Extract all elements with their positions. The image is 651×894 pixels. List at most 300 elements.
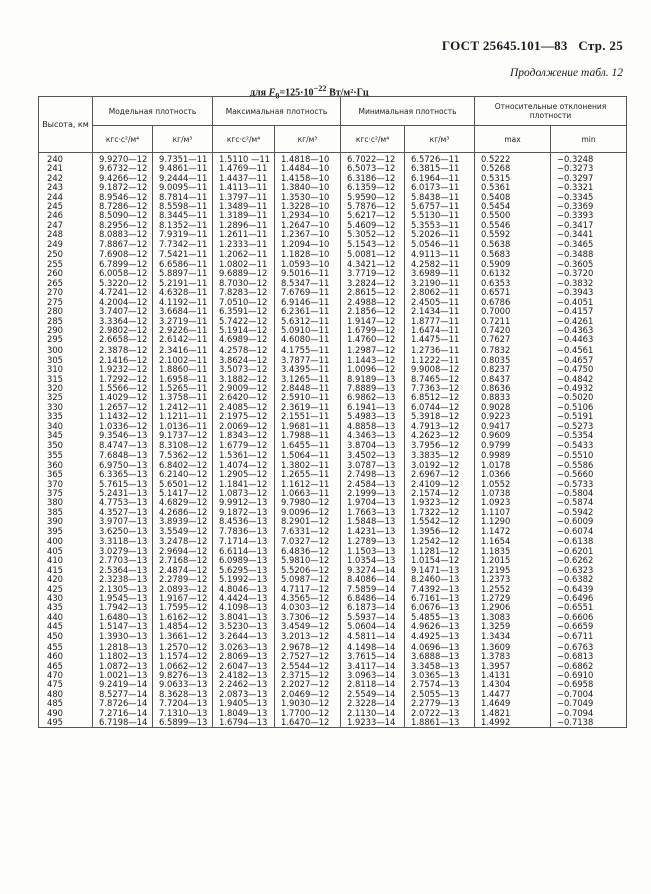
dev-max-cell: 0.5222 bbox=[475, 153, 551, 165]
dev-max-cell: 1.2906 bbox=[475, 603, 551, 612]
max-kgs-cell: 1.2611—11 bbox=[213, 230, 275, 239]
model-kg-cell: 9.7351—11 bbox=[153, 153, 213, 165]
model-kg-cell: 9.1737—12 bbox=[153, 431, 213, 440]
max-kgs-cell: 1.2905—12 bbox=[213, 470, 275, 479]
height-cell: 485 bbox=[39, 699, 93, 708]
min-kg-cell: 5.3553—11 bbox=[405, 221, 475, 230]
dev-min-cell: −0.6862 bbox=[551, 662, 627, 671]
max-kg-cell: 4.3565—12 bbox=[275, 594, 341, 603]
min-kg-cell: 2.7574—13 bbox=[405, 680, 475, 689]
dev-min-cell: −0.5020 bbox=[551, 393, 627, 402]
gost-number: ГОСТ 25645.101—83 bbox=[441, 38, 568, 53]
dev-min-cell: −0.3417 bbox=[551, 221, 627, 230]
dev-max-cell: 1.2015 bbox=[475, 556, 551, 565]
dev-max-cell: 1.2373 bbox=[475, 575, 551, 584]
max-kg-cell: 3.7877—11 bbox=[275, 356, 341, 365]
model-kg-cell: 1.0136—11 bbox=[153, 422, 213, 431]
max-kg-cell: 1.0663—11 bbox=[275, 489, 341, 498]
dev-max-cell: 1.0178 bbox=[475, 461, 551, 470]
min-kg-cell: 4.0696—13 bbox=[405, 643, 475, 652]
max-kg-cell: 1.3228—10 bbox=[275, 202, 341, 211]
max-kgs-cell: 2.6420—12 bbox=[213, 393, 275, 402]
min-kg-cell: 7.4392—13 bbox=[405, 585, 475, 594]
height-cell: 275 bbox=[39, 298, 93, 307]
model-kg-cell: 3.2478—12 bbox=[153, 536, 213, 547]
dev-min-cell: −0.5510 bbox=[551, 451, 627, 460]
max-kgs-cell: 1.0802—11 bbox=[213, 260, 275, 269]
height-cell: 295 bbox=[39, 335, 93, 344]
dev-min-cell: −0.4463 bbox=[551, 335, 627, 344]
dev-max-cell: 1.1107 bbox=[475, 508, 551, 517]
model-kgs-cell: 5.7615—13 bbox=[93, 480, 153, 489]
dev-min-cell: −0.4051 bbox=[551, 298, 627, 307]
min-kgs-cell: 1.9704—13 bbox=[341, 498, 405, 507]
min-kgs-cell: 1.1503—13 bbox=[341, 547, 405, 556]
min-kg-cell: 3.2190—11 bbox=[405, 279, 475, 288]
model-kgs-cell: 3.3364—12 bbox=[93, 317, 153, 326]
dev-max-cell: 1.1835 bbox=[475, 547, 551, 556]
model-kg-cell: 5.6501—12 bbox=[153, 480, 213, 489]
min-kg-cell: 4.9113—11 bbox=[405, 249, 475, 260]
model-kgs-cell: 2.6658—12 bbox=[93, 335, 153, 344]
dev-min-cell: −0.3943 bbox=[551, 288, 627, 297]
min-kg-cell: 4.2582—11 bbox=[405, 260, 475, 269]
min-kgs-cell: 5.4983—13 bbox=[341, 412, 405, 421]
model-kg-cell: 5.8897—11 bbox=[153, 269, 213, 278]
max-kg-cell: 1.3840—10 bbox=[275, 183, 341, 192]
max-kg-cell: 4.1755—11 bbox=[275, 345, 341, 356]
dev-min-cell: −0.6763 bbox=[551, 643, 627, 652]
max-kg-cell: 1.4818—10 bbox=[275, 153, 341, 165]
dev-max-cell: 1.3259 bbox=[475, 622, 551, 631]
max-kgs-cell: 4.4424—13 bbox=[213, 594, 275, 603]
dev-min-cell: −0.5874 bbox=[551, 498, 627, 507]
dev-min-cell: −0.7004 bbox=[551, 690, 627, 699]
max-kgs-cell: 1.9405—13 bbox=[213, 699, 275, 708]
max-kg-cell: 3.7306—12 bbox=[275, 613, 341, 622]
min-kg-cell: 2.5055—13 bbox=[405, 690, 475, 699]
min-kgs-cell: 1.2789—13 bbox=[341, 536, 405, 547]
model-kgs-cell: 8.7286—12 bbox=[93, 202, 153, 211]
model-kg-cell: 1.8860—11 bbox=[153, 365, 213, 374]
max-kg-cell: 1.2094—10 bbox=[275, 240, 341, 249]
model-kgs-cell: 1.9232—12 bbox=[93, 365, 153, 374]
dev-max-cell: 0.9223 bbox=[475, 412, 551, 421]
min-kgs-cell: 2.4584—13 bbox=[341, 480, 405, 489]
model-kgs-cell: 4.7241—12 bbox=[93, 288, 153, 297]
model-kgs-cell: 1.7292—12 bbox=[93, 375, 153, 384]
max-kgs-cell: 3.8041—13 bbox=[213, 613, 275, 622]
max-kgs-cell: 3.8624—12 bbox=[213, 356, 275, 365]
height-cell: 430 bbox=[39, 594, 93, 603]
dev-min-cell: −0.3321 bbox=[551, 183, 627, 192]
model-kg-cell: 9.0095—11 bbox=[153, 183, 213, 192]
max-kgs-cell: 1.4074—12 bbox=[213, 461, 275, 470]
min-kgs-cell: 1.6799—12 bbox=[341, 326, 405, 335]
height-cell: 475 bbox=[39, 680, 93, 689]
min-kgs-cell: 3.4117—14 bbox=[341, 662, 405, 671]
min-kgs-cell: 8.9189—13 bbox=[341, 375, 405, 384]
height-cell: 370 bbox=[39, 480, 93, 489]
dev-max-cell: 1.2729 bbox=[475, 594, 551, 603]
min-kgs-cell: 3.0787—13 bbox=[341, 461, 405, 470]
min-kg-cell: 5.6757—11 bbox=[405, 202, 475, 211]
model-kg-cell: 7.9319—11 bbox=[153, 230, 213, 239]
model-kgs-cell: 9.3546—13 bbox=[93, 431, 153, 440]
model-kgs-cell: 9.2419—14 bbox=[93, 680, 153, 689]
model-kgs-cell: 3.3118—13 bbox=[93, 536, 153, 547]
dev-min-cell: −0.6439 bbox=[551, 585, 627, 594]
table-row bbox=[39, 622, 627, 631]
min-kgs-cell: 2.7498—13 bbox=[341, 470, 405, 479]
unit-kg: кг/м³ bbox=[275, 126, 341, 153]
model-kgs-cell: 2.1305—13 bbox=[93, 585, 153, 594]
height-cell: 460 bbox=[39, 652, 93, 661]
dev-min-cell: −0.6262 bbox=[551, 556, 627, 565]
height-cell: 255 bbox=[39, 260, 93, 269]
min-kg-cell: 4.4925—13 bbox=[405, 632, 475, 643]
max-kg-cell: 2.3715—12 bbox=[275, 671, 341, 680]
model-kg-cell: 2.6142—11 bbox=[153, 335, 213, 344]
model-kg-cell: 7.5421—11 bbox=[153, 249, 213, 260]
model-kgs-cell: 1.5566—12 bbox=[93, 384, 153, 393]
height-cell: 405 bbox=[39, 547, 93, 556]
height-cell: 310 bbox=[39, 365, 93, 374]
max-kgs-cell: 1.0873—12 bbox=[213, 489, 275, 498]
model-kgs-cell: 1.7942—13 bbox=[93, 603, 153, 612]
height-cell: 345 bbox=[39, 431, 93, 440]
model-kgs-cell: 8.5090—12 bbox=[93, 211, 153, 220]
model-kgs-cell: 5.2431—13 bbox=[93, 489, 153, 498]
min-kgs-cell: 6.7022—12 bbox=[341, 153, 405, 165]
height-cell: 355 bbox=[39, 451, 93, 460]
max-kgs-cell: 2.8069—13 bbox=[213, 652, 275, 661]
max-kgs-cell: 1.3797—11 bbox=[213, 193, 275, 202]
model-kg-cell: 2.2789—12 bbox=[153, 575, 213, 584]
max-kgs-cell: 1.6794—13 bbox=[213, 718, 275, 728]
max-kgs-cell: 9.9912—13 bbox=[213, 498, 275, 507]
max-kg-cell: 5.9810—12 bbox=[275, 556, 341, 565]
max-kg-cell: 2.1551—11 bbox=[275, 412, 341, 421]
max-kgs-cell: 4.8046—13 bbox=[213, 585, 275, 594]
model-kgs-cell: 8.2956—12 bbox=[93, 221, 153, 230]
min-kgs-cell: 2.1856—12 bbox=[341, 307, 405, 316]
model-kg-cell: 9.8276—13 bbox=[153, 671, 213, 680]
dev-min-cell: −0.6659 bbox=[551, 622, 627, 631]
max-kgs-cell: 3.0263—13 bbox=[213, 643, 275, 652]
dev-max-cell: 1.4131 bbox=[475, 671, 551, 680]
dev-min-cell: −0.6958 bbox=[551, 680, 627, 689]
max-kg-cell: 5.0910—11 bbox=[275, 326, 341, 335]
min-kg-cell: 6.7161—13 bbox=[405, 594, 475, 603]
height-cell: 395 bbox=[39, 527, 93, 536]
height-cell: 425 bbox=[39, 585, 93, 594]
col-max: max bbox=[475, 126, 551, 153]
model-kgs-cell: 6.9750—13 bbox=[93, 461, 153, 470]
model-kg-cell: 7.7204—13 bbox=[153, 699, 213, 708]
dev-max-cell: 0.7832 bbox=[475, 345, 551, 356]
dev-max-cell: 1.3783 bbox=[475, 652, 551, 661]
model-kgs-cell: 2.3878—12 bbox=[93, 345, 153, 356]
dev-max-cell: 1.3957 bbox=[475, 662, 551, 671]
model-kgs-cell: 6.7198—14 bbox=[93, 718, 153, 728]
model-kgs-cell: 8.0883—12 bbox=[93, 230, 153, 239]
max-kg-cell: 9.5016—11 bbox=[275, 269, 341, 278]
max-kgs-cell: 5.1914—12 bbox=[213, 326, 275, 335]
dev-max-cell: 0.7000 bbox=[475, 307, 551, 316]
min-kgs-cell: 5.0081—12 bbox=[341, 249, 405, 260]
min-kgs-cell: 3.0963—14 bbox=[341, 671, 405, 680]
dev-max-cell: 0.5361 bbox=[475, 183, 551, 192]
model-kgs-cell: 8.4747—13 bbox=[93, 440, 153, 451]
max-kgs-cell: 7.7836—13 bbox=[213, 527, 275, 536]
height-cell: 260 bbox=[39, 269, 93, 278]
max-kgs-cell: 9.6889—12 bbox=[213, 269, 275, 278]
model-kgs-cell: 6.3365—13 bbox=[93, 470, 153, 479]
table-caption: для $F_0=125\cdot 10^{-22}$ Вт/м²·Гц bbox=[250, 84, 369, 101]
model-kg-cell: 5.1417—12 bbox=[153, 489, 213, 498]
min-kg-cell: 1.6474—11 bbox=[405, 326, 475, 335]
model-kgs-cell: 1.9545—13 bbox=[93, 594, 153, 603]
model-kg-cell: 6.6586—11 bbox=[153, 260, 213, 269]
min-kgs-cell: 4.8858—13 bbox=[341, 422, 405, 431]
min-kgs-cell: 2.8118—14 bbox=[341, 680, 405, 689]
min-kg-cell: 5.4855—13 bbox=[405, 613, 475, 622]
dev-max-cell: 1.0366 bbox=[475, 470, 551, 479]
model-kg-cell: 7.1310—13 bbox=[153, 709, 213, 718]
dev-max-cell: 0.6132 bbox=[475, 269, 551, 278]
height-cell: 241 bbox=[39, 164, 93, 173]
model-kgs-cell: 3.9707—13 bbox=[93, 517, 153, 526]
max-kg-cell: 4.6080—11 bbox=[275, 335, 341, 344]
height-cell: 450 bbox=[39, 632, 93, 643]
min-kgs-cell: 2.4988—12 bbox=[341, 298, 405, 307]
max-kg-cell: 1.3530—10 bbox=[275, 193, 341, 202]
model-kg-cell: 1.3661—12 bbox=[153, 632, 213, 643]
min-kg-cell: 4.7913—12 bbox=[405, 422, 475, 431]
height-cell: 247 bbox=[39, 221, 93, 230]
dev-max-cell: 1.4821 bbox=[475, 709, 551, 718]
dev-max-cell: 0.7420 bbox=[475, 326, 551, 335]
height-cell: 440 bbox=[39, 613, 93, 622]
model-kgs-cell: 1.6480—13 bbox=[93, 613, 153, 622]
model-kg-cell: 5.2191—11 bbox=[153, 279, 213, 288]
dev-min-cell: −0.5942 bbox=[551, 508, 627, 517]
model-kgs-cell: 2.3238—13 bbox=[93, 575, 153, 584]
max-kgs-cell: 1.3489—11 bbox=[213, 202, 275, 211]
max-kg-cell: 1.3802—11 bbox=[275, 461, 341, 470]
min-kg-cell: 1.9323—12 bbox=[405, 498, 475, 507]
height-cell: 250 bbox=[39, 249, 93, 260]
min-kgs-cell: 1.5848—13 bbox=[341, 517, 405, 526]
min-kg-cell: 1.8861—13 bbox=[405, 718, 475, 728]
max-kg-cell: 1.6470—12 bbox=[275, 718, 341, 728]
min-kg-cell: 7.7363—12 bbox=[405, 384, 475, 393]
model-kgs-cell: 3.6250—13 bbox=[93, 527, 153, 536]
min-kgs-cell: 5.6217—12 bbox=[341, 211, 405, 220]
col-minimal: Минимальная плотность bbox=[341, 97, 475, 126]
min-kgs-cell: 1.7663—13 bbox=[341, 508, 405, 517]
dev-min-cell: −0.3297 bbox=[551, 174, 627, 183]
height-cell: 360 bbox=[39, 461, 93, 470]
dev-min-cell: −0.5586 bbox=[551, 461, 627, 470]
max-kg-cell: 7.0327—12 bbox=[275, 536, 341, 547]
dev-min-cell: −0.3369 bbox=[551, 202, 627, 211]
max-kgs-cell: 1.3189—11 bbox=[213, 211, 275, 220]
col-min: min bbox=[551, 126, 627, 153]
min-kgs-cell: 2.3228—14 bbox=[341, 699, 405, 708]
height-cell: 270 bbox=[39, 288, 93, 297]
height-cell: 365 bbox=[39, 470, 93, 479]
min-kg-cell: 3.3835—12 bbox=[405, 451, 475, 460]
dev-max-cell: 0.7627 bbox=[475, 335, 551, 344]
height-cell: 320 bbox=[39, 384, 93, 393]
dev-max-cell: 0.9417 bbox=[475, 422, 551, 431]
min-kg-cell: 9.1471—13 bbox=[405, 566, 475, 575]
height-cell: 290 bbox=[39, 326, 93, 335]
model-kg-cell: 6.5899—13 bbox=[153, 718, 213, 728]
min-kgs-cell: 3.7615—14 bbox=[341, 652, 405, 661]
model-kg-cell: 9.0633—13 bbox=[153, 680, 213, 689]
max-kg-cell: 1.2655—11 bbox=[275, 470, 341, 479]
max-kgs-cell: 4.1098—13 bbox=[213, 603, 275, 612]
dev-max-cell: 0.5268 bbox=[475, 164, 551, 173]
model-kg-cell: 1.7595—12 bbox=[153, 603, 213, 612]
model-kg-cell: 3.2719—11 bbox=[153, 317, 213, 326]
dev-min-cell: −0.7049 bbox=[551, 699, 627, 708]
model-kg-cell: 3.8939—12 bbox=[153, 517, 213, 526]
page-number: Стр. 25 bbox=[578, 38, 623, 53]
min-kg-cell: 9.9008—12 bbox=[405, 365, 475, 374]
min-kg-cell: 1.3956—12 bbox=[405, 527, 475, 536]
min-kgs-cell: 2.1130—14 bbox=[341, 709, 405, 718]
model-kg-cell: 1.0662—12 bbox=[153, 662, 213, 671]
max-kg-cell: 1.7988—11 bbox=[275, 431, 341, 440]
model-kgs-cell: 8.5277—14 bbox=[93, 690, 153, 699]
min-kgs-cell: 5.7876—12 bbox=[341, 202, 405, 211]
dev-min-cell: −0.7138 bbox=[551, 718, 627, 728]
min-kg-cell: 1.2542—12 bbox=[405, 536, 475, 547]
dev-min-cell: −0.5354 bbox=[551, 431, 627, 440]
min-kg-cell: 6.3815—11 bbox=[405, 164, 475, 173]
model-kg-cell: 7.7342—11 bbox=[153, 240, 213, 249]
max-kgs-cell: 2.1975—12 bbox=[213, 412, 275, 421]
height-cell: 340 bbox=[39, 422, 93, 431]
min-kgs-cell: 2.8615—12 bbox=[341, 288, 405, 297]
max-kg-cell: 3.1265—11 bbox=[275, 375, 341, 384]
max-kg-cell: 1.7700—12 bbox=[275, 709, 341, 718]
height-cell: 265 bbox=[39, 279, 93, 288]
min-kgs-cell: 6.1359—12 bbox=[341, 183, 405, 192]
min-kgs-cell: 1.2987—12 bbox=[341, 345, 405, 356]
max-kg-cell: 8.2901—12 bbox=[275, 517, 341, 526]
max-kgs-cell: 3.2644—13 bbox=[213, 632, 275, 643]
min-kgs-cell: 3.2824—12 bbox=[341, 279, 405, 288]
dev-max-cell: 1.4477 bbox=[475, 690, 551, 699]
height-cell: 445 bbox=[39, 622, 93, 631]
page-header bbox=[442, 38, 623, 54]
model-kg-cell: 4.6328—11 bbox=[153, 288, 213, 297]
max-kg-cell: 3.4549—12 bbox=[275, 622, 341, 631]
dev-max-cell: 0.8636 bbox=[475, 384, 551, 393]
min-kgs-cell: 6.8486—14 bbox=[341, 594, 405, 603]
height-cell: 245 bbox=[39, 202, 93, 211]
min-kgs-cell: 1.4760—12 bbox=[341, 335, 405, 344]
dev-max-cell: 0.7211 bbox=[475, 317, 551, 326]
height-cell: 415 bbox=[39, 566, 93, 575]
max-kg-cell: 2.9678—12 bbox=[275, 643, 341, 652]
max-kgs-cell: 1.8049—13 bbox=[213, 709, 275, 718]
max-kg-cell: 6.4836—12 bbox=[275, 547, 341, 556]
density-table bbox=[38, 96, 627, 728]
model-kg-cell: 2.9694—12 bbox=[153, 547, 213, 556]
max-kgs-cell: 1.1841—12 bbox=[213, 480, 275, 489]
unit-kgs: кгс·с²/м⁴ bbox=[213, 126, 275, 153]
max-kg-cell: 7.6331—12 bbox=[275, 527, 341, 536]
table-body bbox=[39, 153, 627, 728]
model-kg-cell: 1.5265—11 bbox=[153, 384, 213, 393]
min-kg-cell: 2.4505—11 bbox=[405, 298, 475, 307]
max-kgs-cell: 6.3591—12 bbox=[213, 307, 275, 316]
height-cell: 435 bbox=[39, 603, 93, 612]
max-kgs-cell: 1.2062—11 bbox=[213, 249, 275, 260]
height-cell: 300 bbox=[39, 345, 93, 356]
min-kg-cell: 4.9626—13 bbox=[405, 622, 475, 631]
min-kg-cell: 2.6967—12 bbox=[405, 470, 475, 479]
height-cell: 305 bbox=[39, 356, 93, 365]
model-kgs-cell: 7.6908—12 bbox=[93, 249, 153, 260]
height-cell: 280 bbox=[39, 307, 93, 316]
model-kgs-cell: 5.3220—12 bbox=[93, 279, 153, 288]
height-cell: 385 bbox=[39, 508, 93, 517]
model-kg-cell: 1.3758—11 bbox=[153, 393, 213, 402]
unit-kg: кг/м³ bbox=[153, 126, 213, 153]
max-kgs-cell: 2.2462—13 bbox=[213, 680, 275, 689]
max-kgs-cell: 8.4536—13 bbox=[213, 517, 275, 526]
max-kg-cell: 1.4484—10 bbox=[275, 164, 341, 173]
min-kgs-cell: 1.1443—12 bbox=[341, 356, 405, 365]
max-kg-cell: 2.3619—11 bbox=[275, 403, 341, 412]
max-kg-cell: 9.7980—12 bbox=[275, 498, 341, 507]
model-kgs-cell: 6.7899—12 bbox=[93, 260, 153, 269]
min-kg-cell: 5.5130—11 bbox=[405, 211, 475, 220]
model-kgs-cell: 9.4266—12 bbox=[93, 174, 153, 183]
dev-min-cell: −0.6551 bbox=[551, 603, 627, 612]
height-cell: 400 bbox=[39, 536, 93, 547]
dev-min-cell: −0.4261 bbox=[551, 317, 627, 326]
max-kg-cell: 2.5910—11 bbox=[275, 393, 341, 402]
model-kg-cell: 7.5362—12 bbox=[153, 451, 213, 460]
model-kgs-cell: 7.2716—14 bbox=[93, 709, 153, 718]
max-kg-cell: 2.0469—12 bbox=[275, 690, 341, 699]
height-cell: 242 bbox=[39, 174, 93, 183]
dev-max-cell: 1.4649 bbox=[475, 699, 551, 708]
min-kgs-cell: 3.8704—13 bbox=[341, 440, 405, 451]
max-kg-cell: 9.0096—12 bbox=[275, 508, 341, 517]
model-kg-cell: 1.6162—12 bbox=[153, 613, 213, 622]
dev-min-cell: −0.3345 bbox=[551, 193, 627, 202]
min-kg-cell: 3.7956—12 bbox=[405, 440, 475, 451]
dev-min-cell: −0.6910 bbox=[551, 671, 627, 680]
height-cell: 243 bbox=[39, 183, 93, 192]
max-kgs-cell: 1.5110 —11 bbox=[213, 153, 275, 165]
model-kgs-cell: 1.1802—13 bbox=[93, 652, 153, 661]
model-kgs-cell: 1.3930—13 bbox=[93, 632, 153, 643]
model-kgs-cell: 2.1416—12 bbox=[93, 356, 153, 365]
min-kg-cell: 6.0173—11 bbox=[405, 183, 475, 192]
dev-min-cell: −0.4157 bbox=[551, 307, 627, 316]
max-kgs-cell: 2.9009—12 bbox=[213, 384, 275, 393]
